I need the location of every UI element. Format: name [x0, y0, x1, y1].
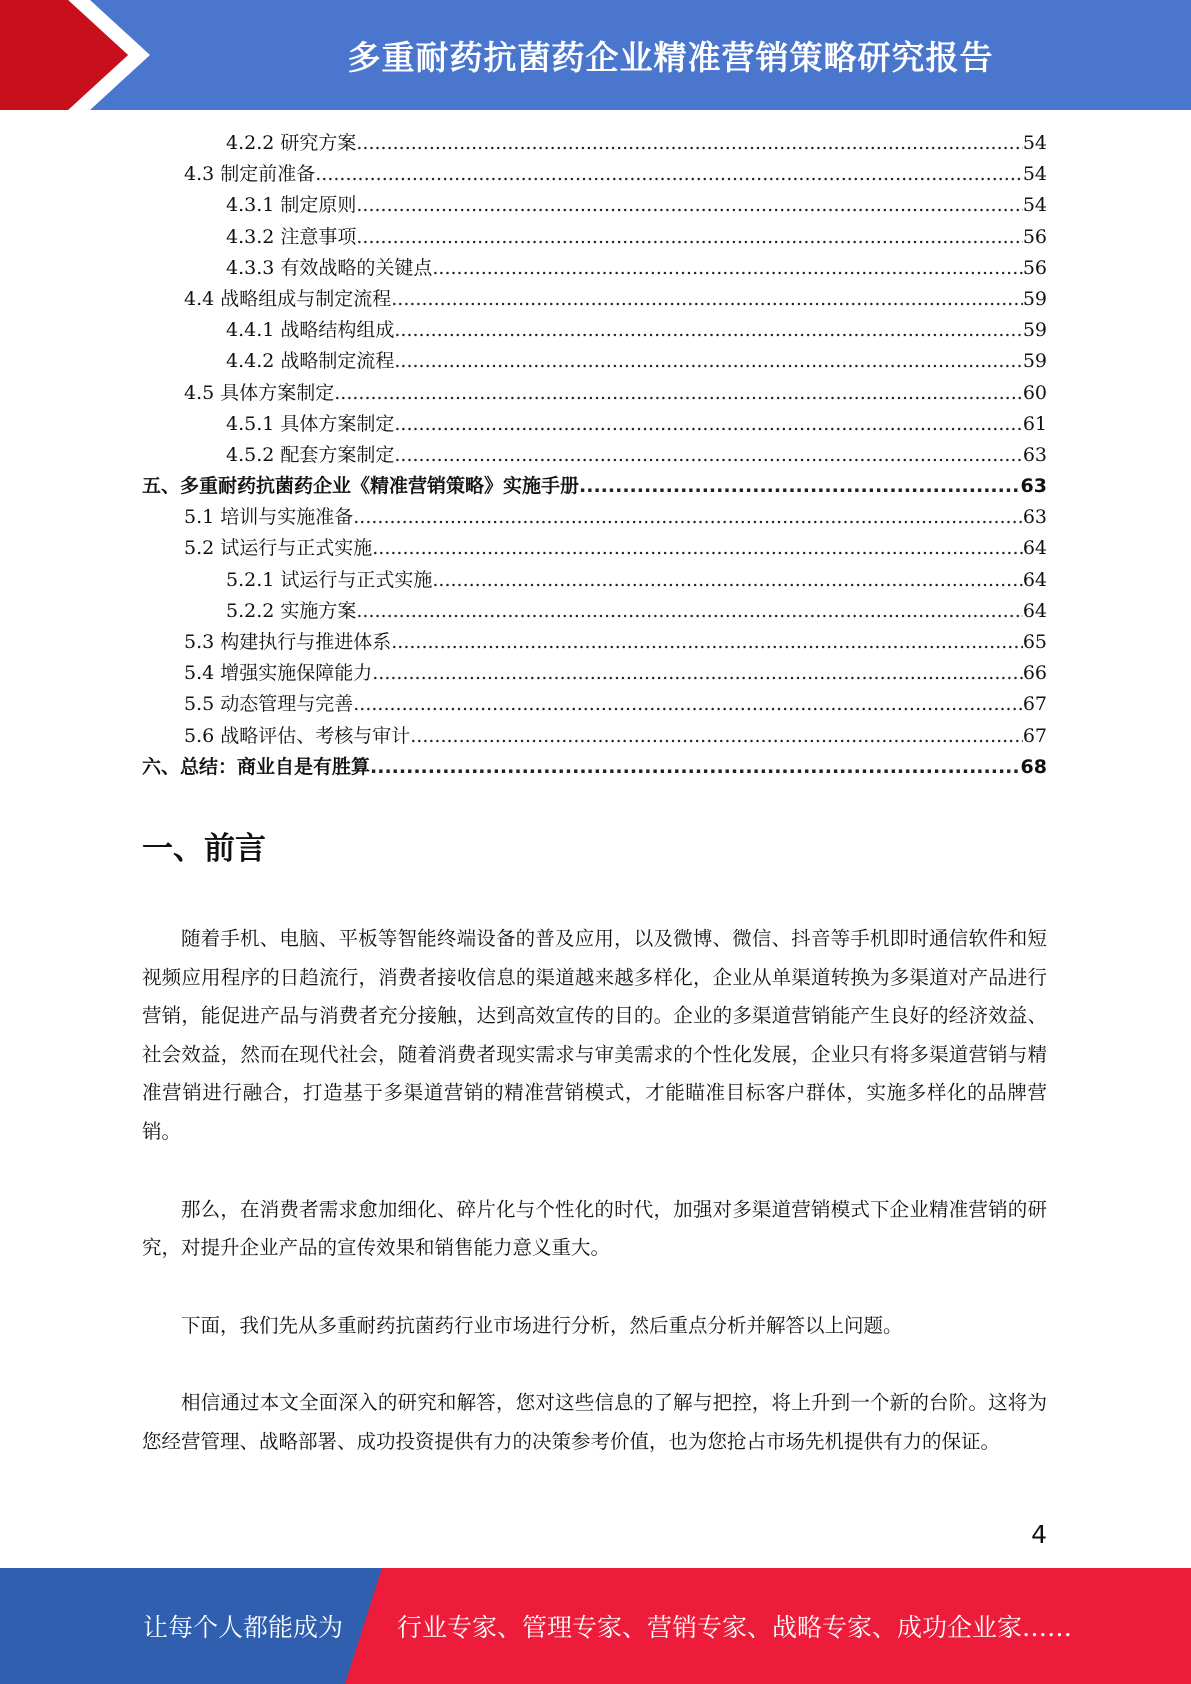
toc-dot-leader	[356, 190, 1022, 221]
toc-entry-page: 68	[1020, 755, 1047, 778]
toc-entry[interactable]	[142, 409, 1047, 440]
body-paragraph: 随着手机、电脑、平板等智能终端设备的普及应用，以及微博、微信、抖音等手机即时通信软件和短视频应用程序的日趋流行，消费者接收信息的渠道越来越多样化，企业从单渠道转换为多渠道对产品进行营销，能促进产品与消费者充分接触，达到高效宣传的目的。企业的多渠道营销能产生良好的经济效益、社会效益，然而在现代社会，随着消费者现实需求与审美需求的个性化发展，企业只有将多渠道营销与精准营销进行融合，打造基于多渠道营销的精准营销模式，才能瞄准目标客户群体，实施多样化的品牌营销。	[142, 927, 1047, 1143]
toc-entry[interactable]	[142, 346, 1047, 377]
toc-entry[interactable]	[142, 190, 1047, 221]
toc-dot-leader	[432, 253, 1022, 284]
toc-dot-leader	[394, 440, 1022, 471]
footer-slogan-left: 让每个人都能成为	[143, 1613, 344, 1642]
toc-entry-label: 5.2 试运行与正式实施	[184, 537, 373, 560]
toc-dot-leader	[372, 658, 1023, 689]
toc-entry[interactable]	[142, 721, 1047, 752]
body-paragraph: 下面，我们先从多重耐药抗菌药行业市场进行分析，然后重点分析并解答以上问题。	[181, 1313, 903, 1337]
toc-entry-page: 54	[1022, 132, 1047, 154]
toc-entry[interactable]	[142, 471, 1047, 502]
toc-entry-page: 56	[1022, 256, 1047, 279]
toc-dot-leader	[356, 596, 1022, 627]
toc-entry-page: 59	[1022, 319, 1047, 342]
toc-entry-label: 4.4.2 战略制定流程	[226, 350, 395, 373]
toc-entry[interactable]	[142, 533, 1047, 564]
toc-entry-label: 4.4.1 战略结构组成	[226, 319, 395, 342]
toc-entry[interactable]	[142, 565, 1047, 596]
toc-dot-leader	[432, 565, 1022, 596]
toc-entry-label: 五、多重耐药抗菌药企业《精准营销策略》实施手册	[142, 475, 580, 498]
toc-entry[interactable]	[142, 315, 1047, 346]
toc-entry-label: 5.5 动态管理与完善	[184, 693, 354, 716]
toc-entry-page: 61	[1022, 412, 1047, 435]
toc-dot-leader	[391, 284, 1023, 315]
toc-entry-page: 66	[1022, 662, 1047, 685]
toc-dot-leader	[315, 159, 1023, 190]
toc-entry[interactable]	[142, 596, 1047, 627]
toc-entry-label: 5.3 构建执行与推进体系	[184, 631, 392, 653]
toc-dot-leader	[334, 378, 1023, 409]
toc-entry-label: 4.3.2 注意事项	[226, 225, 357, 248]
toc-dot-leader	[394, 346, 1022, 377]
table-of-contents	[142, 128, 1047, 783]
toc-dot-leader	[356, 222, 1022, 253]
toc-entry-label: 5.2.1 试运行与正式实施	[226, 568, 433, 591]
toc-entry-label: 5.4 增强实施保障能力	[184, 662, 373, 685]
toc-entry-label: 5.2.2 实施方案	[226, 599, 357, 622]
toc-dot-leader	[410, 721, 1023, 752]
toc-dot-leader	[579, 471, 1021, 502]
toc-entry-page: 54	[1022, 194, 1047, 217]
toc-entry-page: 64	[1022, 568, 1047, 591]
toc-entry-page: 65	[1022, 631, 1047, 653]
footer-slogan-right: 行业专家、管理专家、营销专家、战略专家、成功企业家……	[397, 1613, 1073, 1642]
toc-entry[interactable]	[142, 159, 1047, 190]
toc-entry[interactable]	[142, 284, 1047, 315]
section-heading: 一、前言	[142, 831, 266, 867]
body-paragraph: 那么，在消费者需求愈加细化、碎片化与个性化的时代，加强对多渠道营销模式下企业精准营销的研究，对提升企业产品的宣传效果和销售能力意义重大。	[142, 1197, 1047, 1260]
toc-entry[interactable]	[142, 440, 1047, 471]
toc-entry-page: 63	[1022, 443, 1047, 466]
toc-entry-label: 六、总结：商业自是有胜算	[142, 755, 371, 778]
toc-entry-page: 56	[1022, 225, 1047, 248]
toc-entry-page: 67	[1022, 693, 1047, 716]
toc-entry-label: 4.3.1 制定原则	[226, 194, 357, 217]
toc-dot-leader	[391, 627, 1023, 658]
toc-entry-page: 63	[1020, 475, 1047, 498]
section-body	[142, 920, 1047, 1501]
toc-entry[interactable]	[142, 689, 1047, 720]
toc-entry[interactable]	[142, 658, 1047, 689]
toc-entry[interactable]	[142, 627, 1047, 658]
toc-dot-leader	[394, 315, 1022, 346]
toc-dot-leader	[370, 752, 1021, 783]
toc-dot-leader	[353, 502, 1023, 533]
toc-dot-leader	[394, 409, 1022, 440]
page-footer	[0, 1568, 1191, 1684]
toc-entry-page: 59	[1022, 350, 1047, 373]
page-number: 4	[1031, 1520, 1047, 1549]
toc-entry[interactable]	[142, 378, 1047, 409]
body-paragraph: 相信通过本文全面深入的研究和解答，您对这些信息的了解与把控，将上升到一个新的台阶。这将为您经营管理、战略部署、成功投资提供有力的决策参考价值，也为您抢占市场先机提供有力的保证。	[142, 1391, 1047, 1453]
toc-dot-leader	[353, 689, 1023, 720]
toc-entry-label: 5.6 战略评估、考核与审计	[184, 724, 411, 747]
toc-entry[interactable]	[142, 128, 1047, 159]
toc-entry-label: 5.1 培训与实施准备	[184, 506, 354, 529]
toc-dot-leader	[356, 128, 1022, 159]
toc-entry-label: 4.5.1 具体方案制定	[226, 412, 395, 435]
report-title: 多重耐药抗菌药企业精准营销策略研究报告	[347, 37, 994, 77]
toc-entry-label: 4.3 制定前准备	[184, 163, 316, 186]
toc-entry[interactable]	[142, 752, 1047, 783]
toc-entry[interactable]	[142, 253, 1047, 284]
toc-dot-leader	[372, 533, 1023, 564]
toc-entry-page: 59	[1022, 287, 1047, 310]
toc-entry-label: 4.5.2 配套方案制定	[226, 443, 395, 466]
toc-entry[interactable]	[142, 502, 1047, 533]
toc-entry-page: 64	[1022, 537, 1047, 560]
toc-entry-page: 54	[1022, 163, 1047, 186]
toc-entry[interactable]	[142, 222, 1047, 253]
toc-entry-label: 4.4 战略组成与制定流程	[184, 287, 392, 310]
page-header	[0, 0, 1191, 110]
header-arrow-decoration	[0, 0, 160, 110]
toc-entry-page: 63	[1022, 506, 1047, 529]
toc-entry-page: 67	[1022, 724, 1047, 747]
toc-entry-label: 4.3.3 有效战略的关键点	[226, 256, 433, 279]
toc-entry-label: 4.2.2 研究方案	[226, 132, 357, 154]
toc-entry-page: 64	[1022, 599, 1047, 622]
toc-entry-label: 4.5 具体方案制定	[184, 381, 335, 404]
toc-entry-page: 60	[1022, 381, 1047, 404]
